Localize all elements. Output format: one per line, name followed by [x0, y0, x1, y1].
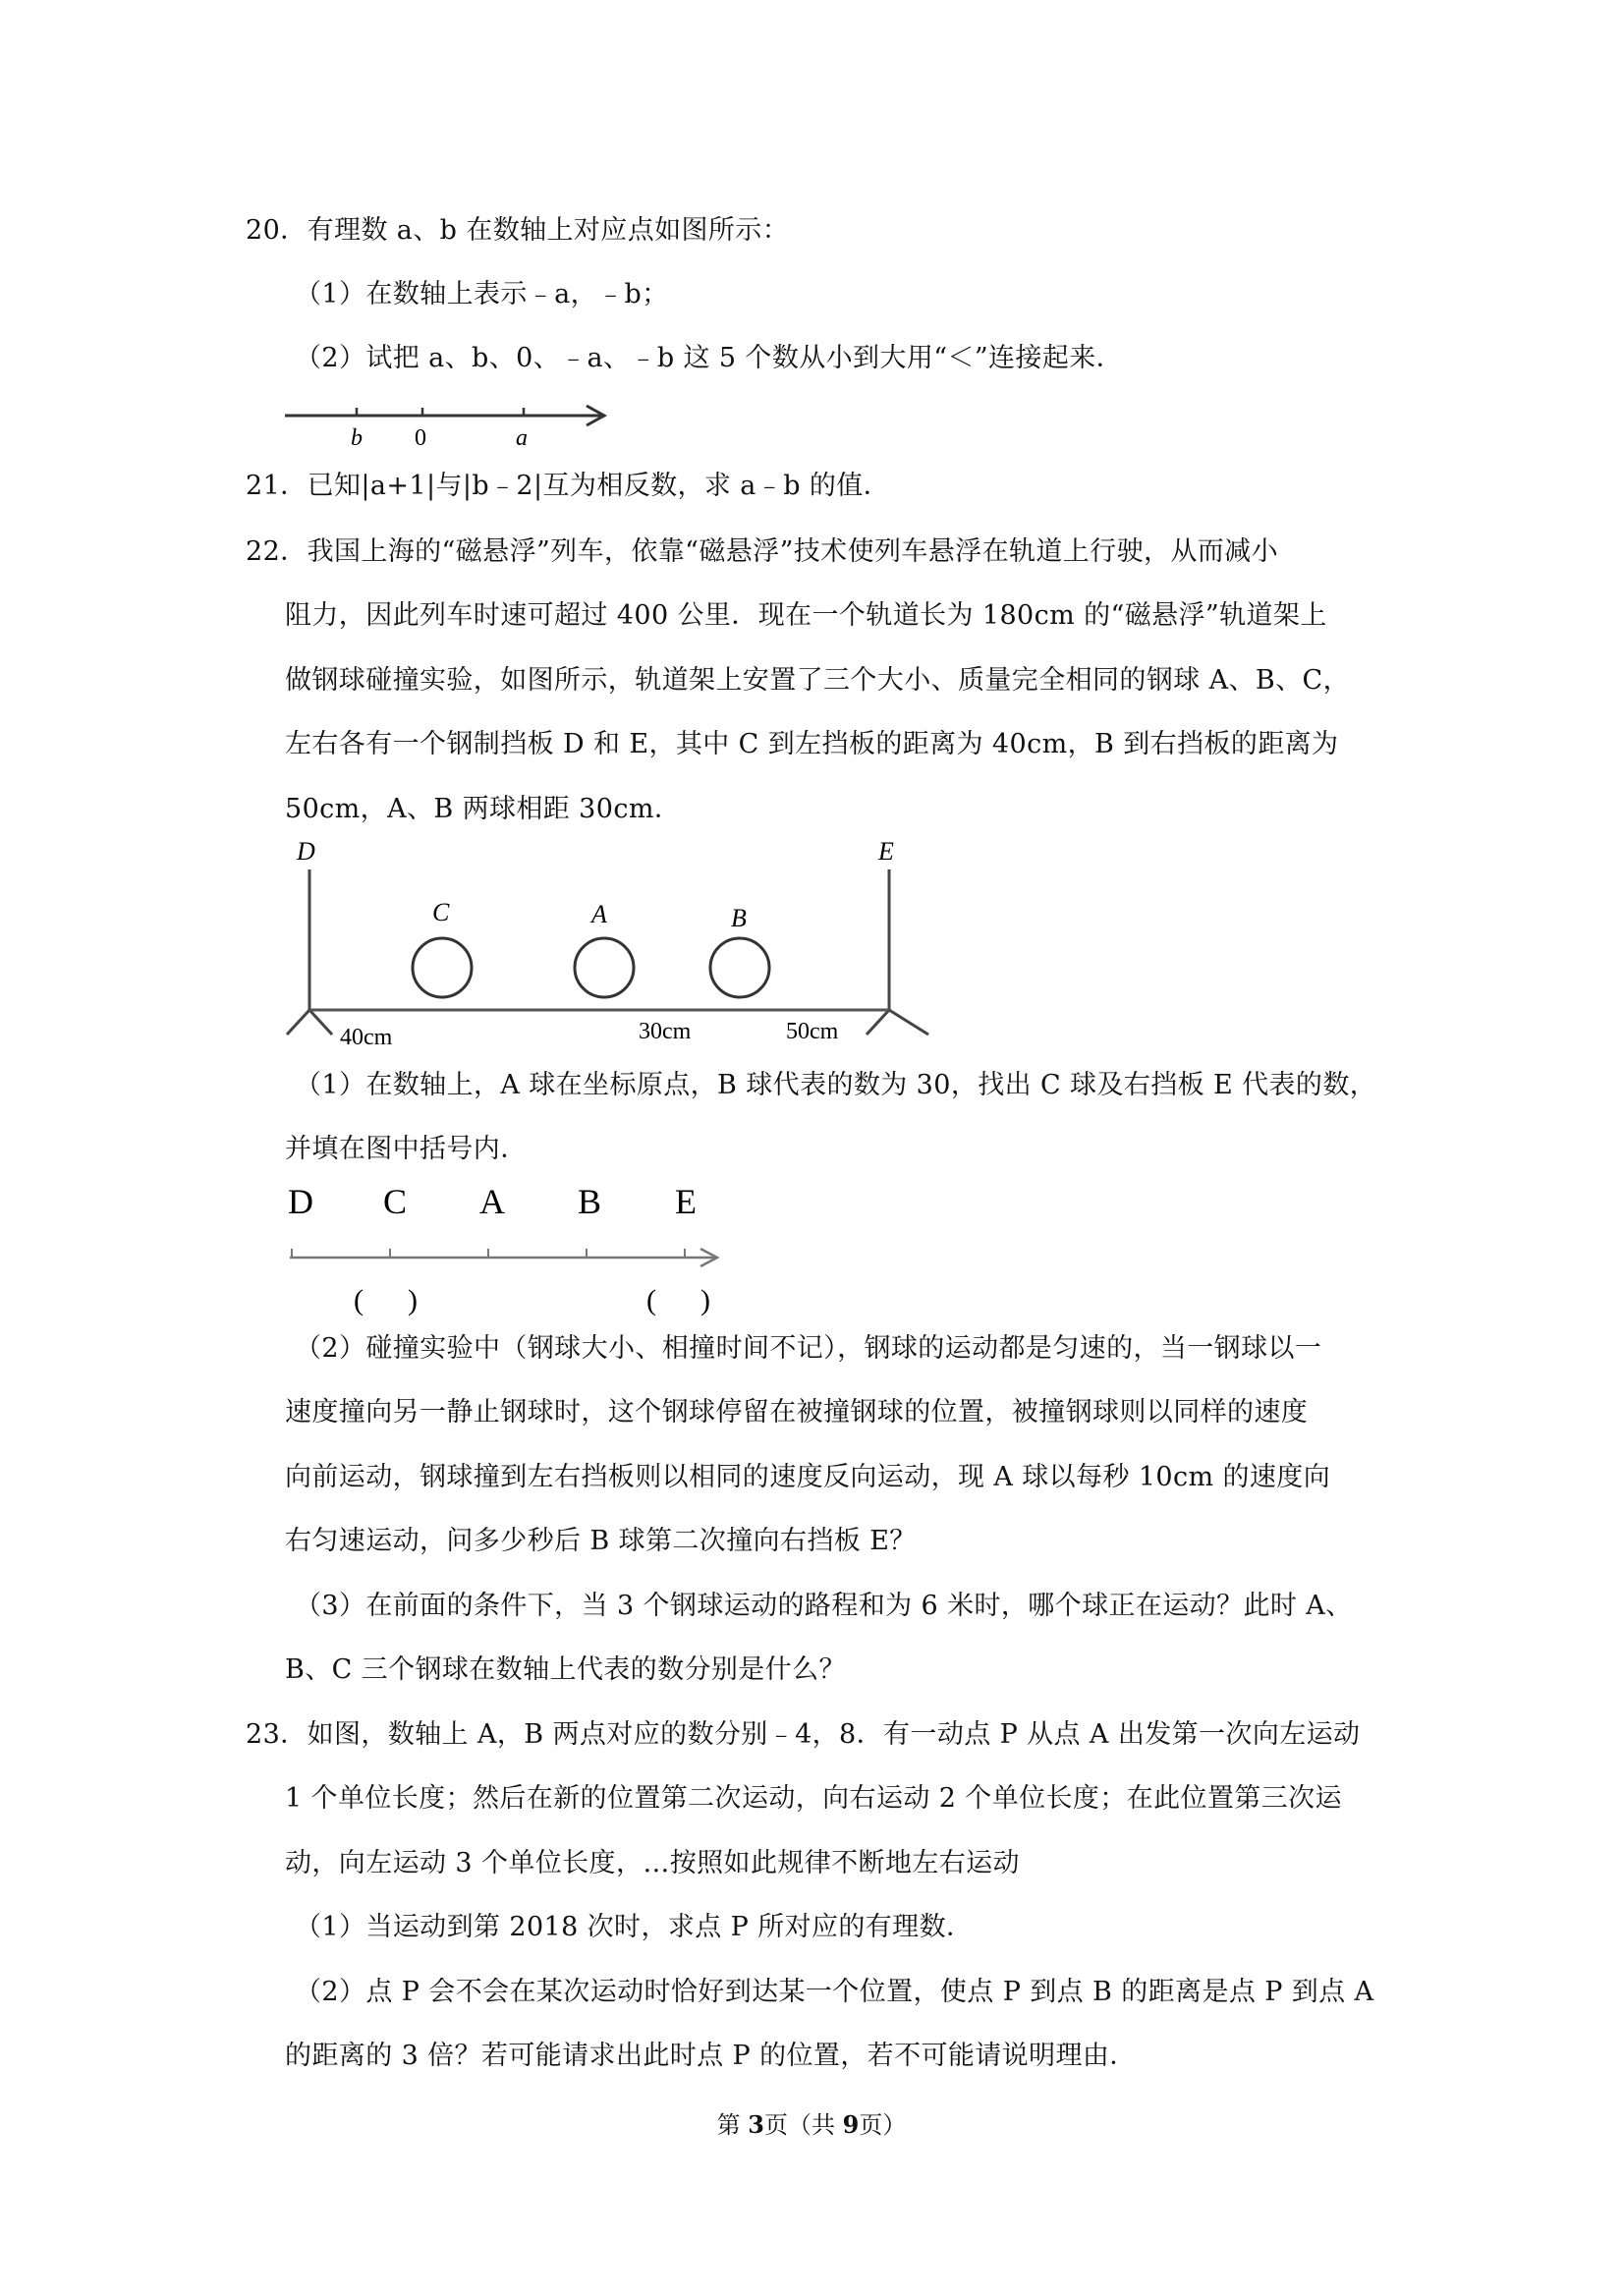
q23-number: 23．: [246, 1719, 308, 1750]
footer-total-pages: 9: [842, 2110, 860, 2139]
q22-part1-line-1: （1）在数轴上，A 球在坐标原点，B 球代表的数为 30，找出 C 球及右挡板 E 代表的数，: [295, 1070, 1377, 1100]
q22-part2-line-1: （2）碰撞实验中（钢球大小、相撞时间不记），钢球的运动都是匀速的，当一钢球以一: [295, 1333, 1322, 1364]
q22-line-1: [246, 535, 1278, 569]
q21-stem-text: 已知|a+1|与|b﹣2|互为相反数，求 a﹣b 的值．: [307, 471, 891, 501]
q23-part2-line-2: 的距离的 3 倍？若可能请求出此时点 P 的位置，若不可能请说明理由．: [285, 2041, 1137, 2071]
q20-number-line: [280, 398, 634, 457]
ball-c: [413, 938, 472, 997]
q22-line-2: 阻力，因此列车时速可超过 400 公里．现在一个轨道长为 180cm 的“磁悬浮”轨道架上: [285, 600, 1327, 631]
page-footer: [0, 2110, 1623, 2140]
q22-number-line: [280, 1174, 752, 1321]
axis2-label-D: D: [288, 1182, 313, 1221]
q23-line-1-text: 如图，数轴上 A，B 两点对应的数分别﹣4，8．有一动点 P 从点 A 出发第一次向左运动: [307, 1719, 1361, 1750]
axis2-label-E: E: [675, 1182, 697, 1221]
q22-number: 22．: [246, 536, 308, 567]
diagram-label-D: D: [297, 837, 315, 866]
q22-part3-line-2: B、C 三个钢球在数轴上代表的数分别是什么？: [285, 1654, 846, 1685]
q20-stem-text: 有理数 a、b 在数轴上对应点如图所示：: [307, 215, 790, 246]
axis2-label-A: A: [479, 1182, 505, 1221]
q20-part1: （1）在数轴上表示﹣a，﹣b；: [295, 279, 669, 309]
q22-line-1-text: 我国上海的“磁悬浮”列车，依靠“磁悬浮”技术使列车悬浮在轨道上行驶，从而减小: [307, 536, 1278, 567]
q23-part1: （1）当运动到第 2018 次时，求点 P 所对应的有理数．: [295, 1912, 974, 1942]
q22-track-diagram: [275, 830, 963, 1061]
q20-stem: [246, 214, 789, 248]
q23-line-3: 动，向左运动 3 个单位长度，…按照如此规律不断地左右运动: [285, 1848, 1020, 1878]
q22-line-5: 50cm，A、B 两球相距 30cm．: [285, 794, 682, 824]
q21-number: 21．: [246, 471, 308, 501]
q22-part3-line-1: （3）在前面的条件下，当 3 个钢球运动的路程和为 6 米时，哪个球正在运动？此时 A、: [295, 1591, 1353, 1621]
q22-part2-line-2: 速度撞向另一静止钢球时，这个钢球停留在被撞钢球的位置，被撞钢球则以同样的速度: [285, 1397, 1309, 1428]
q20-part2: （2）试把 a、b、0、﹣a、﹣b 这 5 个数从小到大用“＜”连接起来．: [295, 343, 1124, 373]
diagram-label-A: A: [591, 900, 607, 928]
q22-part2-line-3: 向前运动，钢球撞到左右挡板则以相同的速度反向运动，现 A 球以每秒 10cm 的速度向: [285, 1462, 1331, 1492]
q20-axis-label-0: 0: [415, 425, 426, 451]
diagram-dist-30: 30cm: [639, 1019, 692, 1044]
q21-stem: [246, 470, 890, 503]
q20-axis-label-b: b: [351, 425, 363, 451]
ball-b: [710, 938, 769, 997]
diagram-dist-50: 50cm: [786, 1019, 839, 1044]
q22-line-3: 做钢球碰撞实验，如图所示，轨道架上安置了三个大小、质量完全相同的钢球 A、B、C，: [285, 665, 1350, 696]
diagram-label-E: E: [878, 837, 894, 866]
footer-suffix: 页）: [859, 2111, 907, 2139]
footer-middle: 页（共: [764, 2111, 843, 2139]
diagram-label-C: C: [432, 898, 450, 926]
q23-part2-line-1: （2）点 P 会不会在某次运动时恰好到达某一个位置，使点 P 到点 B 的距离是点 P 到点 A: [295, 1977, 1374, 2007]
q23-line-2: 1 个单位长度；然后在新的位置第二次运动，向右运动 2 个单位长度；在此位置第三次运: [285, 1783, 1342, 1814]
ball-a: [575, 938, 634, 997]
axis2-label-C: C: [383, 1182, 408, 1221]
diagram-dist-40: 40cm: [340, 1025, 393, 1050]
axis2-label-B: B: [578, 1182, 602, 1221]
q22-part2-line-4: 右匀速运动，问多少秒后 B 球第二次撞向右挡板 E？: [285, 1526, 917, 1556]
q20-axis-label-a: a: [516, 425, 528, 451]
footer-page-number: 3: [748, 2110, 764, 2139]
diagram-label-B: B: [731, 904, 747, 932]
q23-line-1: [246, 1718, 1360, 1752]
q22-part1-line-2: 并填在图中括号内．: [285, 1134, 528, 1164]
bracket-c: ( ): [354, 1284, 418, 1316]
bracket-e: ( ): [646, 1284, 710, 1316]
q22-line-4: 左右各有一个钢制挡板 D 和 E，其中 C 到左挡板的距离为 40cm，B 到右挡板的距离为: [285, 729, 1339, 759]
footer-prefix: 第: [716, 2111, 749, 2139]
q20-number: 20．: [246, 215, 308, 246]
